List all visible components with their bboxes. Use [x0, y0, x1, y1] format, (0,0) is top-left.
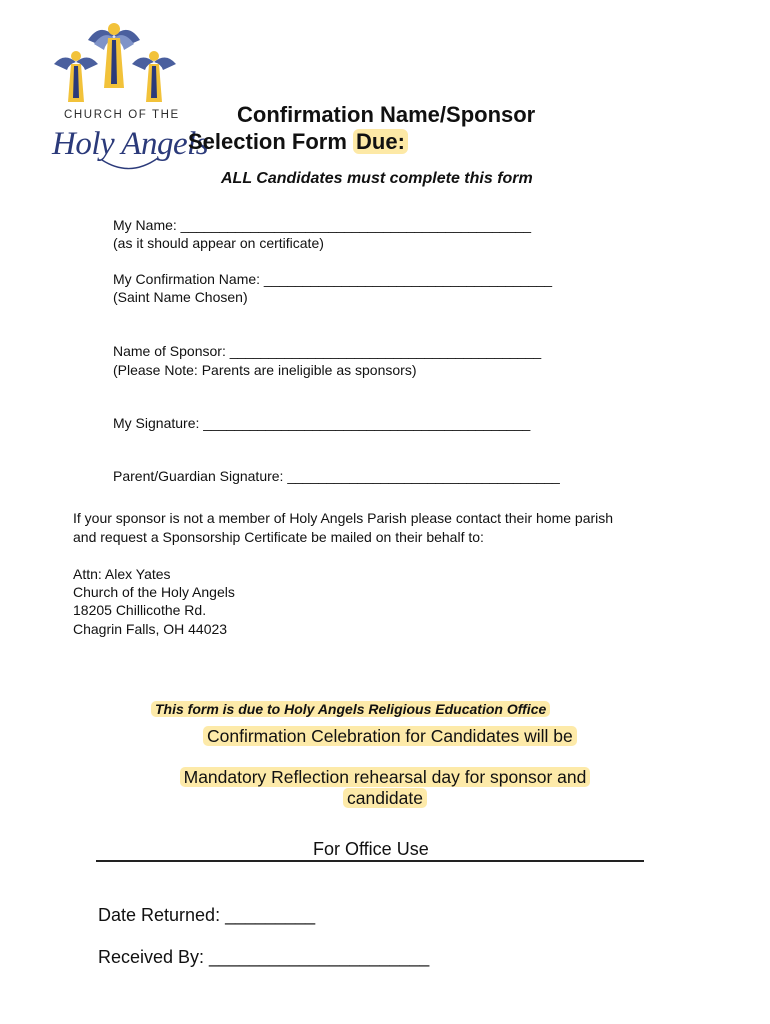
office-use-heading: For Office Use	[313, 839, 429, 859]
church-logo	[48, 18, 209, 178]
address-street: 18205 Chillicothe Rd.	[73, 602, 207, 618]
due-office-notice	[151, 701, 550, 717]
signature-field[interactable]: My Signature: __________________________________________	[113, 415, 531, 431]
due-office-text: This form is due to Holy Angels Religious Education Office	[151, 701, 550, 717]
confirmation-name-note: (Saint Name Chosen)	[113, 289, 248, 305]
received-by-field[interactable]: Received By: ______________________	[98, 947, 430, 967]
sponsor-field[interactable]: Name of Sponsor: ________________________________________	[113, 343, 542, 359]
logo-text-holy-angels: Holy Angels	[52, 126, 209, 162]
subtitle: ALL Candidates must complete this form	[221, 170, 533, 187]
instructions-line2: and request a Sponsorship Certificate be mailed on their behalf to:	[73, 529, 484, 545]
sponsor-note: (Please Note: Parents are ineligible as sponsors)	[113, 362, 417, 378]
celebration-notice	[203, 726, 577, 747]
page-title-prefix: Selection Form	[188, 129, 354, 154]
angels-icon	[48, 18, 190, 110]
address-org: Church of the Holy Angels	[73, 584, 235, 600]
office-divider	[96, 860, 644, 862]
celebration-text: Confirmation Celebration for Candidates will be	[203, 726, 577, 746]
logo-text-church: CHURCH OF THE	[64, 109, 180, 121]
rehearsal-line1	[0, 767, 770, 788]
page-title-line2	[188, 128, 408, 155]
page-title-line1: Confirmation Name/Sponsor	[237, 102, 536, 127]
date-returned-field[interactable]: Date Returned: _________	[98, 905, 316, 925]
address-attn: Attn: Alex Yates	[73, 566, 171, 582]
rehearsal-text1: Mandatory Reflection rehearsal day for sponsor and	[180, 767, 591, 787]
confirmation-name-field[interactable]: My Confirmation Name: _____________________________________	[113, 271, 553, 287]
my-name-field[interactable]: My Name: _____________________________________________	[113, 217, 532, 233]
parent-signature-field[interactable]: Parent/Guardian Signature: ___________________________________	[113, 468, 560, 484]
rehearsal-line2	[0, 788, 770, 809]
instructions-line1: If your sponsor is not a member of Holy Angels Parish please contact their home parish	[73, 510, 614, 526]
my-name-note: (as it should appear on certificate)	[113, 235, 324, 251]
swash-icon	[100, 156, 160, 176]
address-city: Chagrin Falls, OH 44023	[73, 621, 228, 637]
rehearsal-text2: candidate	[343, 788, 427, 808]
due-highlight: Due:	[353, 129, 408, 154]
